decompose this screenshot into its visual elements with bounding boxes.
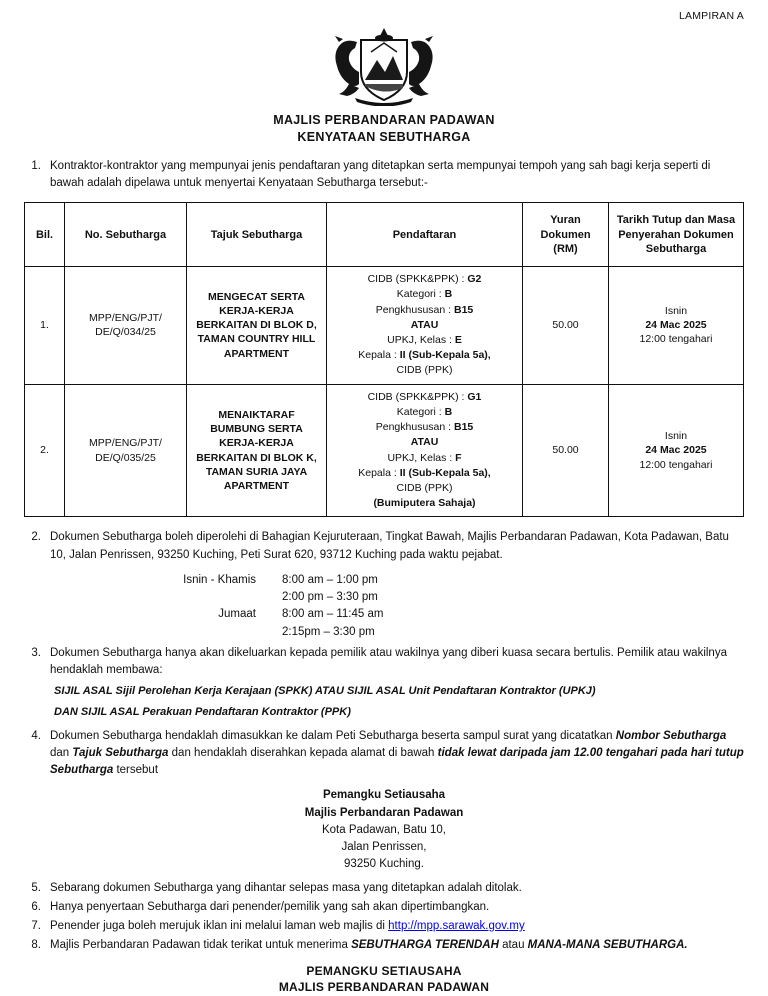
th-tarikh-l1: Tarikh Tutup dan Masa bbox=[616, 214, 736, 227]
clauses-section bbox=[24, 529, 744, 954]
reg-atau: ATAU bbox=[410, 318, 439, 331]
th-yuran-l3: (RM) bbox=[553, 242, 578, 255]
hours-row bbox=[24, 624, 744, 641]
clause-6-text: Hanya penyertaan Sebutharga dari penender/pemilik yang sah akan dipertimbangkan. bbox=[50, 900, 490, 913]
clause-3-sub1: SIJIL ASAL Sijil Perolehan Kerja Kerajaan (SPKK) ATAU SIJIL ASAL Unit Pendaftaran Kontraktor (UPKJ) bbox=[54, 685, 596, 698]
clause-4-number: 4. bbox=[31, 729, 41, 742]
document-footer bbox=[24, 963, 744, 996]
intro-section bbox=[24, 158, 744, 193]
clause-2-number: 2. bbox=[31, 531, 41, 544]
clause-2 bbox=[24, 529, 744, 564]
reg-kepala: Kepala : II (Sub-Kepala 5a), bbox=[358, 466, 491, 479]
office-hours bbox=[24, 572, 744, 641]
reg-atau: ATAU bbox=[410, 436, 439, 449]
clause-5 bbox=[24, 880, 744, 897]
tender-table bbox=[24, 202, 744, 517]
cell-no-line1: MPP/ENG/PJT/ bbox=[89, 312, 162, 325]
intro-item bbox=[24, 158, 744, 193]
footer-line-1: PEMANGKU SETIAUSAHA bbox=[306, 963, 462, 978]
reg-cidb: CIDB (SPKK&PPK) : G2 bbox=[367, 273, 482, 286]
clause-4-part2: dan bbox=[50, 746, 73, 759]
org-name: MAJLIS PERBANDARAN PADAWAN bbox=[273, 113, 495, 127]
hours-row bbox=[24, 606, 744, 623]
hours-row bbox=[24, 589, 744, 606]
th-yuran-l2: Dokumen bbox=[540, 228, 591, 241]
hours-label bbox=[24, 624, 282, 641]
hours-time: 2:00 pm – 3:30 pm bbox=[282, 591, 378, 604]
th-tajuk-sebutharga: Tajuk Sebutharga bbox=[187, 203, 327, 267]
clause-7-number: 7. bbox=[31, 920, 41, 933]
th-no-sebutharga: No. Sebutharga bbox=[65, 203, 187, 267]
intro-number: 1. bbox=[31, 159, 41, 172]
cell-tarikh bbox=[609, 267, 744, 385]
clause-4 bbox=[24, 728, 744, 780]
hours-time: 2:15pm – 3:30 pm bbox=[282, 625, 375, 638]
clause-4-part4: tersebut bbox=[113, 764, 159, 777]
th-yuran-l1: Yuran bbox=[550, 214, 581, 227]
clause-5-number: 5. bbox=[31, 881, 41, 894]
address-line-4: Jalan Penrissen, bbox=[341, 841, 427, 854]
clause-6-number: 6. bbox=[31, 900, 41, 913]
reg-pengkhususan: Pengkhususan : B15 bbox=[375, 421, 474, 434]
submission-address bbox=[24, 787, 744, 873]
tarikh-hari: Isnin bbox=[664, 430, 688, 443]
coat-of-arms-icon bbox=[299, 22, 469, 106]
lampiran-label: LAMPIRAN A bbox=[678, 10, 744, 22]
clause-7-text bbox=[50, 918, 744, 935]
address-line-1: Pemangku Setiausaha bbox=[322, 789, 446, 802]
th-tarikh-tutup bbox=[609, 203, 744, 267]
cell-no-sebutharga bbox=[65, 267, 187, 385]
clause-7-part1: Penender juga boleh merujuk iklan ini melalui laman web majlis di bbox=[50, 920, 389, 933]
clause-4-part1: Dokumen Sebutharga hendaklah dimasukkan ke dalam Peti Sebutharga beserta sampul surat yang dicatatkan bbox=[50, 729, 616, 742]
clause-8-number: 8. bbox=[31, 939, 41, 952]
clause-4-bold2: Tajuk Sebutharga bbox=[72, 746, 169, 759]
reg-upkj: UPKJ, Kelas : F bbox=[387, 451, 462, 464]
website-link[interactable]: http://mpp.sarawak.gov.my bbox=[388, 920, 525, 933]
hours-time: 8:00 am – 11:45 am bbox=[282, 608, 384, 621]
clause-8-bold2: MANA-MANA SEBUTHARGA. bbox=[527, 939, 688, 952]
tarikh-tarikh: 24 Mac 2025 bbox=[645, 319, 707, 332]
cell-tajuk: MENAIKTARAF BUMBUNG SERTA KERJA-KERJA BERKAITAN DI BLOK K, TAMAN SURIA JAYA APARTMENT bbox=[187, 384, 327, 517]
clause-8-part2: atau bbox=[498, 939, 528, 952]
reg-kategori: Kategori : B bbox=[396, 405, 453, 418]
reg-bumiputera: (Bumiputera Sahaja) bbox=[373, 497, 476, 510]
hours-label: Isnin - Khamis bbox=[183, 573, 256, 586]
reg-cidb: CIDB (SPKK&PPK) : G1 bbox=[367, 390, 482, 403]
reg-upkj: UPKJ, Kelas : E bbox=[387, 334, 462, 347]
cell-bil: 1. bbox=[25, 267, 65, 385]
cell-pendaftaran bbox=[327, 267, 523, 385]
clause-3-number: 3. bbox=[31, 646, 41, 659]
footer-line-2: MAJLIS PERBANDARAN PADAWAN bbox=[278, 980, 490, 995]
address-line-5: 93250 Kuching. bbox=[344, 858, 424, 871]
th-tarikh-l2: Penyerahan Dokumen bbox=[618, 228, 734, 241]
clause-4-part3: dan hendaklah diserahkan kepada alamat di bawah bbox=[168, 746, 438, 759]
cell-bil: 2. bbox=[25, 384, 65, 517]
cell-yuran: 50.00 bbox=[523, 384, 609, 517]
cell-no-line2: DE/Q/034/25 bbox=[95, 326, 156, 339]
table-header-row bbox=[25, 203, 744, 267]
clause-7 bbox=[24, 918, 744, 935]
address-line-3: Kota Padawan, Batu 10, bbox=[321, 823, 447, 836]
tarikh-masa: 12:00 tengahari bbox=[639, 458, 713, 471]
reg-pengkhususan: Pengkhususan : B15 bbox=[375, 303, 474, 316]
th-yuran-dokumen bbox=[523, 203, 609, 267]
organization-title bbox=[24, 112, 744, 146]
cell-pendaftaran bbox=[327, 384, 523, 517]
th-pendaftaran: Pendaftaran bbox=[327, 203, 523, 267]
address-line-2: Majlis Perbandaran Padawan bbox=[304, 806, 464, 819]
cell-no-line2: DE/Q/035/25 bbox=[95, 451, 156, 464]
clause-3 bbox=[24, 645, 744, 680]
clause-6 bbox=[24, 899, 744, 916]
clause-8 bbox=[24, 937, 744, 954]
clause-4-bold3: tidak lewat daripada jam 12.00 tengahari pada hari tutup Sebutharga bbox=[50, 746, 744, 777]
cell-tajuk: MENGECAT SERTA KERJA-KERJA BERKAITAN DI BLOK D, TAMAN COUNTRY HILL APARTMENT bbox=[187, 267, 327, 385]
reg-kepala: Kepala : II (Sub-Kepala 5a), bbox=[358, 349, 491, 362]
tarikh-tarikh: 24 Mac 2025 bbox=[645, 444, 707, 457]
clause-3-text: Dokumen Sebutharga hanya akan dikeluarkan kepada pemilik atau wakilnya yang diberi kuasa secara bertulis. Pemilik atau wakilnya hendaklah membawa: bbox=[50, 646, 727, 677]
clause-5-text: Sebarang dokumen Sebutharga yang dihantar selepas masa yang ditetapkan adalah ditolak. bbox=[50, 881, 522, 894]
cell-tarikh bbox=[609, 384, 744, 517]
th-bil: Bil. bbox=[25, 203, 65, 267]
cell-no-sebutharga bbox=[65, 384, 187, 517]
hours-time: 8:00 am – 1:00 pm bbox=[282, 573, 378, 586]
tarikh-hari: Isnin bbox=[664, 305, 688, 318]
clause-8-bold1: SEBUTHARGA TERENDAH bbox=[351, 939, 499, 952]
hours-row bbox=[24, 572, 744, 589]
cell-no-line1: MPP/ENG/PJT/ bbox=[89, 437, 162, 450]
table-row bbox=[25, 267, 744, 385]
doc-type: KENYATAAN SEBUTHARGA bbox=[297, 129, 471, 144]
reg-cidb-ppk: CIDB (PPK) bbox=[396, 364, 453, 377]
reg-cidb-ppk: CIDB (PPK) bbox=[396, 481, 453, 494]
cell-yuran: 50.00 bbox=[523, 267, 609, 385]
clause-8-text bbox=[50, 937, 744, 954]
intro-text: Kontraktor-kontraktor yang mempunyai jenis pendaftaran yang ditetapkan serta mempunyai tempoh yang sah bagi kerja seperti di bawah adalah dipelawa untuk menyertai Kenyataan Sebutharga tersebut:- bbox=[50, 159, 711, 189]
clause-8-part1: Majlis Perbandaran Padawan tidak terikat untuk menerima bbox=[50, 939, 352, 952]
clause-4-bold1: Nombor Sebutharga bbox=[615, 729, 727, 742]
tarikh-masa: 12:00 tengahari bbox=[639, 333, 713, 346]
reg-kategori: Kategori : B bbox=[396, 288, 453, 301]
clause-4-text bbox=[50, 728, 744, 780]
table-row bbox=[25, 384, 744, 517]
clause-3-sub2: DAN SIJIL ASAL Perakuan Pendaftaran Kontraktor (PPK) bbox=[54, 706, 351, 719]
hours-label bbox=[24, 589, 282, 606]
crest-container bbox=[24, 22, 744, 106]
clause-2-text: Dokumen Sebutharga boleh diperolehi di Bahagian Kejuruteraan, Tingkat Bawah, Majlis Perbandaran Padawan, Kota Padawan, Batu 10, Jalan Penrissen, 93250 Kuching, Peti Surat 620, 93712 Kuching pada waktu pejabat. bbox=[50, 531, 729, 561]
th-tarikh-l3: Sebutharga bbox=[645, 242, 707, 255]
hours-label: Jumaat bbox=[218, 608, 256, 621]
